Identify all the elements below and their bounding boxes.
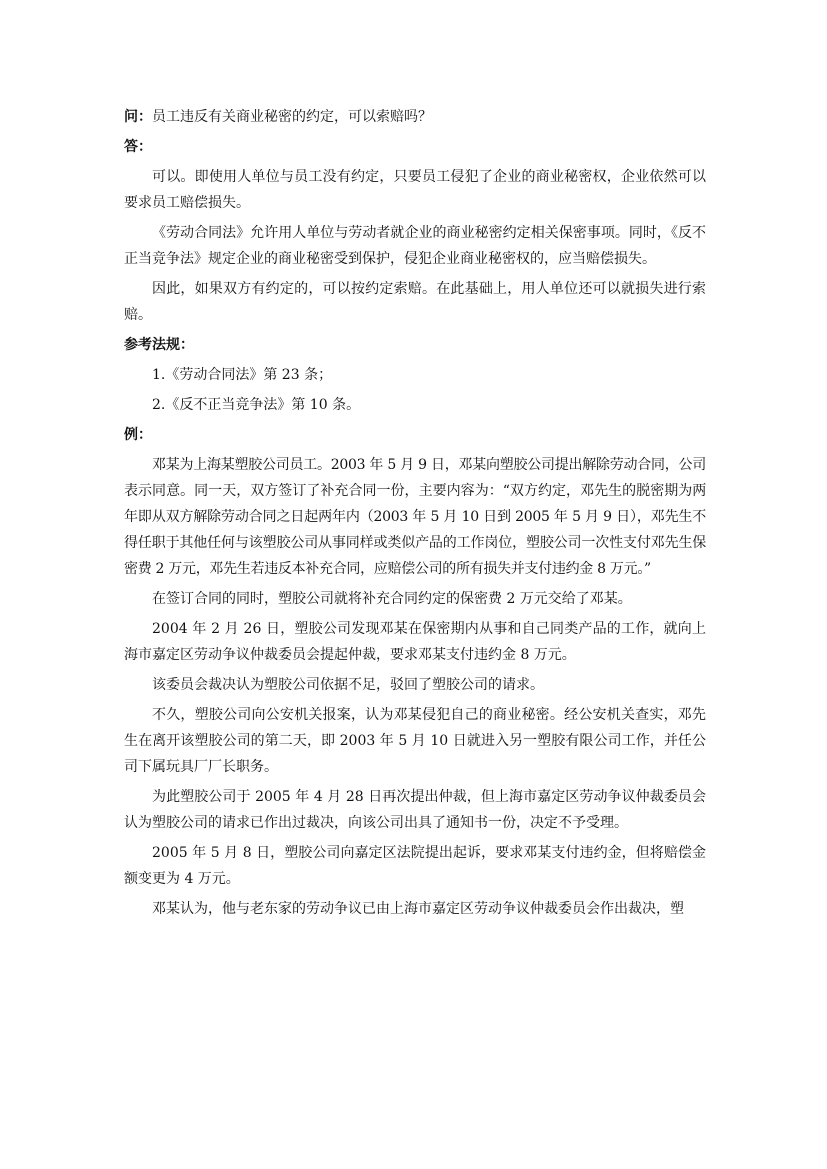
- question-text: 员工违反有关商业秘密的约定，可以索赔吗？: [152, 109, 432, 125]
- reference-item-1: 1.《劳动合同法》第 23 条；: [152, 367, 333, 383]
- example-label: 例：: [124, 427, 152, 443]
- question-label: 问：: [124, 109, 152, 125]
- answer-paragraph-3: 因此，如果双方有约定的，可以按约定索赔。在此基础上，用人单位还可以就损失进行索赔。: [124, 281, 706, 323]
- example-paragraph-4: 该委员会裁决认为塑胶公司依据不足，驳回了塑胶公司的请求。: [152, 677, 544, 693]
- document-page: [124, 104, 706, 926]
- reference-item-2: 2.《反不正当竞争法》第 10 条。: [152, 397, 361, 413]
- example-paragraph-1: 邓某为上海某塑胶公司员工。2003 年 5 月 9 日，邓某向塑胶公司提出解除劳动合同，公司表示同意。同一天，双方签订了补充合同一份，主要内容为：“双方约定，邓先生的脱密期为两年即从双方解除劳动合同之日起两年内（2003 年 5 月 10 日到 2005 年 5 月 9 日），邓先生不得任职于其他任何与该塑胶公司从事同样或类似产品的工作岗位，塑胶公司一次性支付邓先生保密费 2 万元，邓先生若违反本补充合同，应赔偿公司的所有损失并支付违约金 8 万元。”: [124, 457, 706, 577]
- example-paragraph-7: 2005 年 5 月 8 日，塑胶公司向嘉定区法院提出起诉，要求邓某支付违约金，但将赔偿金额变更为 4 万元。: [124, 845, 706, 887]
- example-paragraph-5: 不久，塑胶公司向公安机关报案，认为邓某侵犯自己的商业秘密。经公安机关查实，邓先生在离开该塑胶公司的第二天，即 2003 年 5 月 10 日就进入另一塑胶有限公司工作，并任公司下属玩具厂厂长职务。: [124, 707, 706, 775]
- answer-paragraph-2: 《劳动合同法》允许用人单位与劳动者就企业的商业秘密约定相关保密事项。同时，《反不正当竞争法》规定企业的商业秘密受到保护，侵犯企业商业秘密权的，应当赔偿损失。: [124, 225, 706, 267]
- example-paragraph-8: 邓某认为，他与老东家的劳动争议已由上海市嘉定区劳动争议仲裁委员会作出裁决，塑: [152, 901, 684, 917]
- example-paragraph-3: 2004 年 2 月 26 日，塑胶公司发现邓某在保密期内从事和自己同类产品的工作，就向上海市嘉定区劳动争议仲裁委员会提起仲裁，要求邓某支付违约金 8 万元。: [124, 621, 706, 663]
- answer-paragraph-1: 可以。即使用人单位与员工没有约定，只要员工侵犯了企业的商业秘密权，企业依然可以要求员工赔偿损失。: [124, 169, 706, 211]
- answer-label: 答：: [124, 139, 152, 155]
- question-line: [124, 104, 706, 130]
- example-paragraph-6: 为此塑胶公司于 2005 年 4 月 28 日再次提出仲裁，但上海市嘉定区劳动争议仲裁委员会认为塑胶公司的请求已作出过裁决，向该公司出具了通知书一份，决定不予受理。: [124, 789, 706, 831]
- example-paragraph-2: 在签订合同的同时，塑胶公司就将补充合同约定的保密费 2 万元交给了邓某。: [152, 591, 632, 607]
- references-label: 参考法规：: [124, 337, 194, 353]
